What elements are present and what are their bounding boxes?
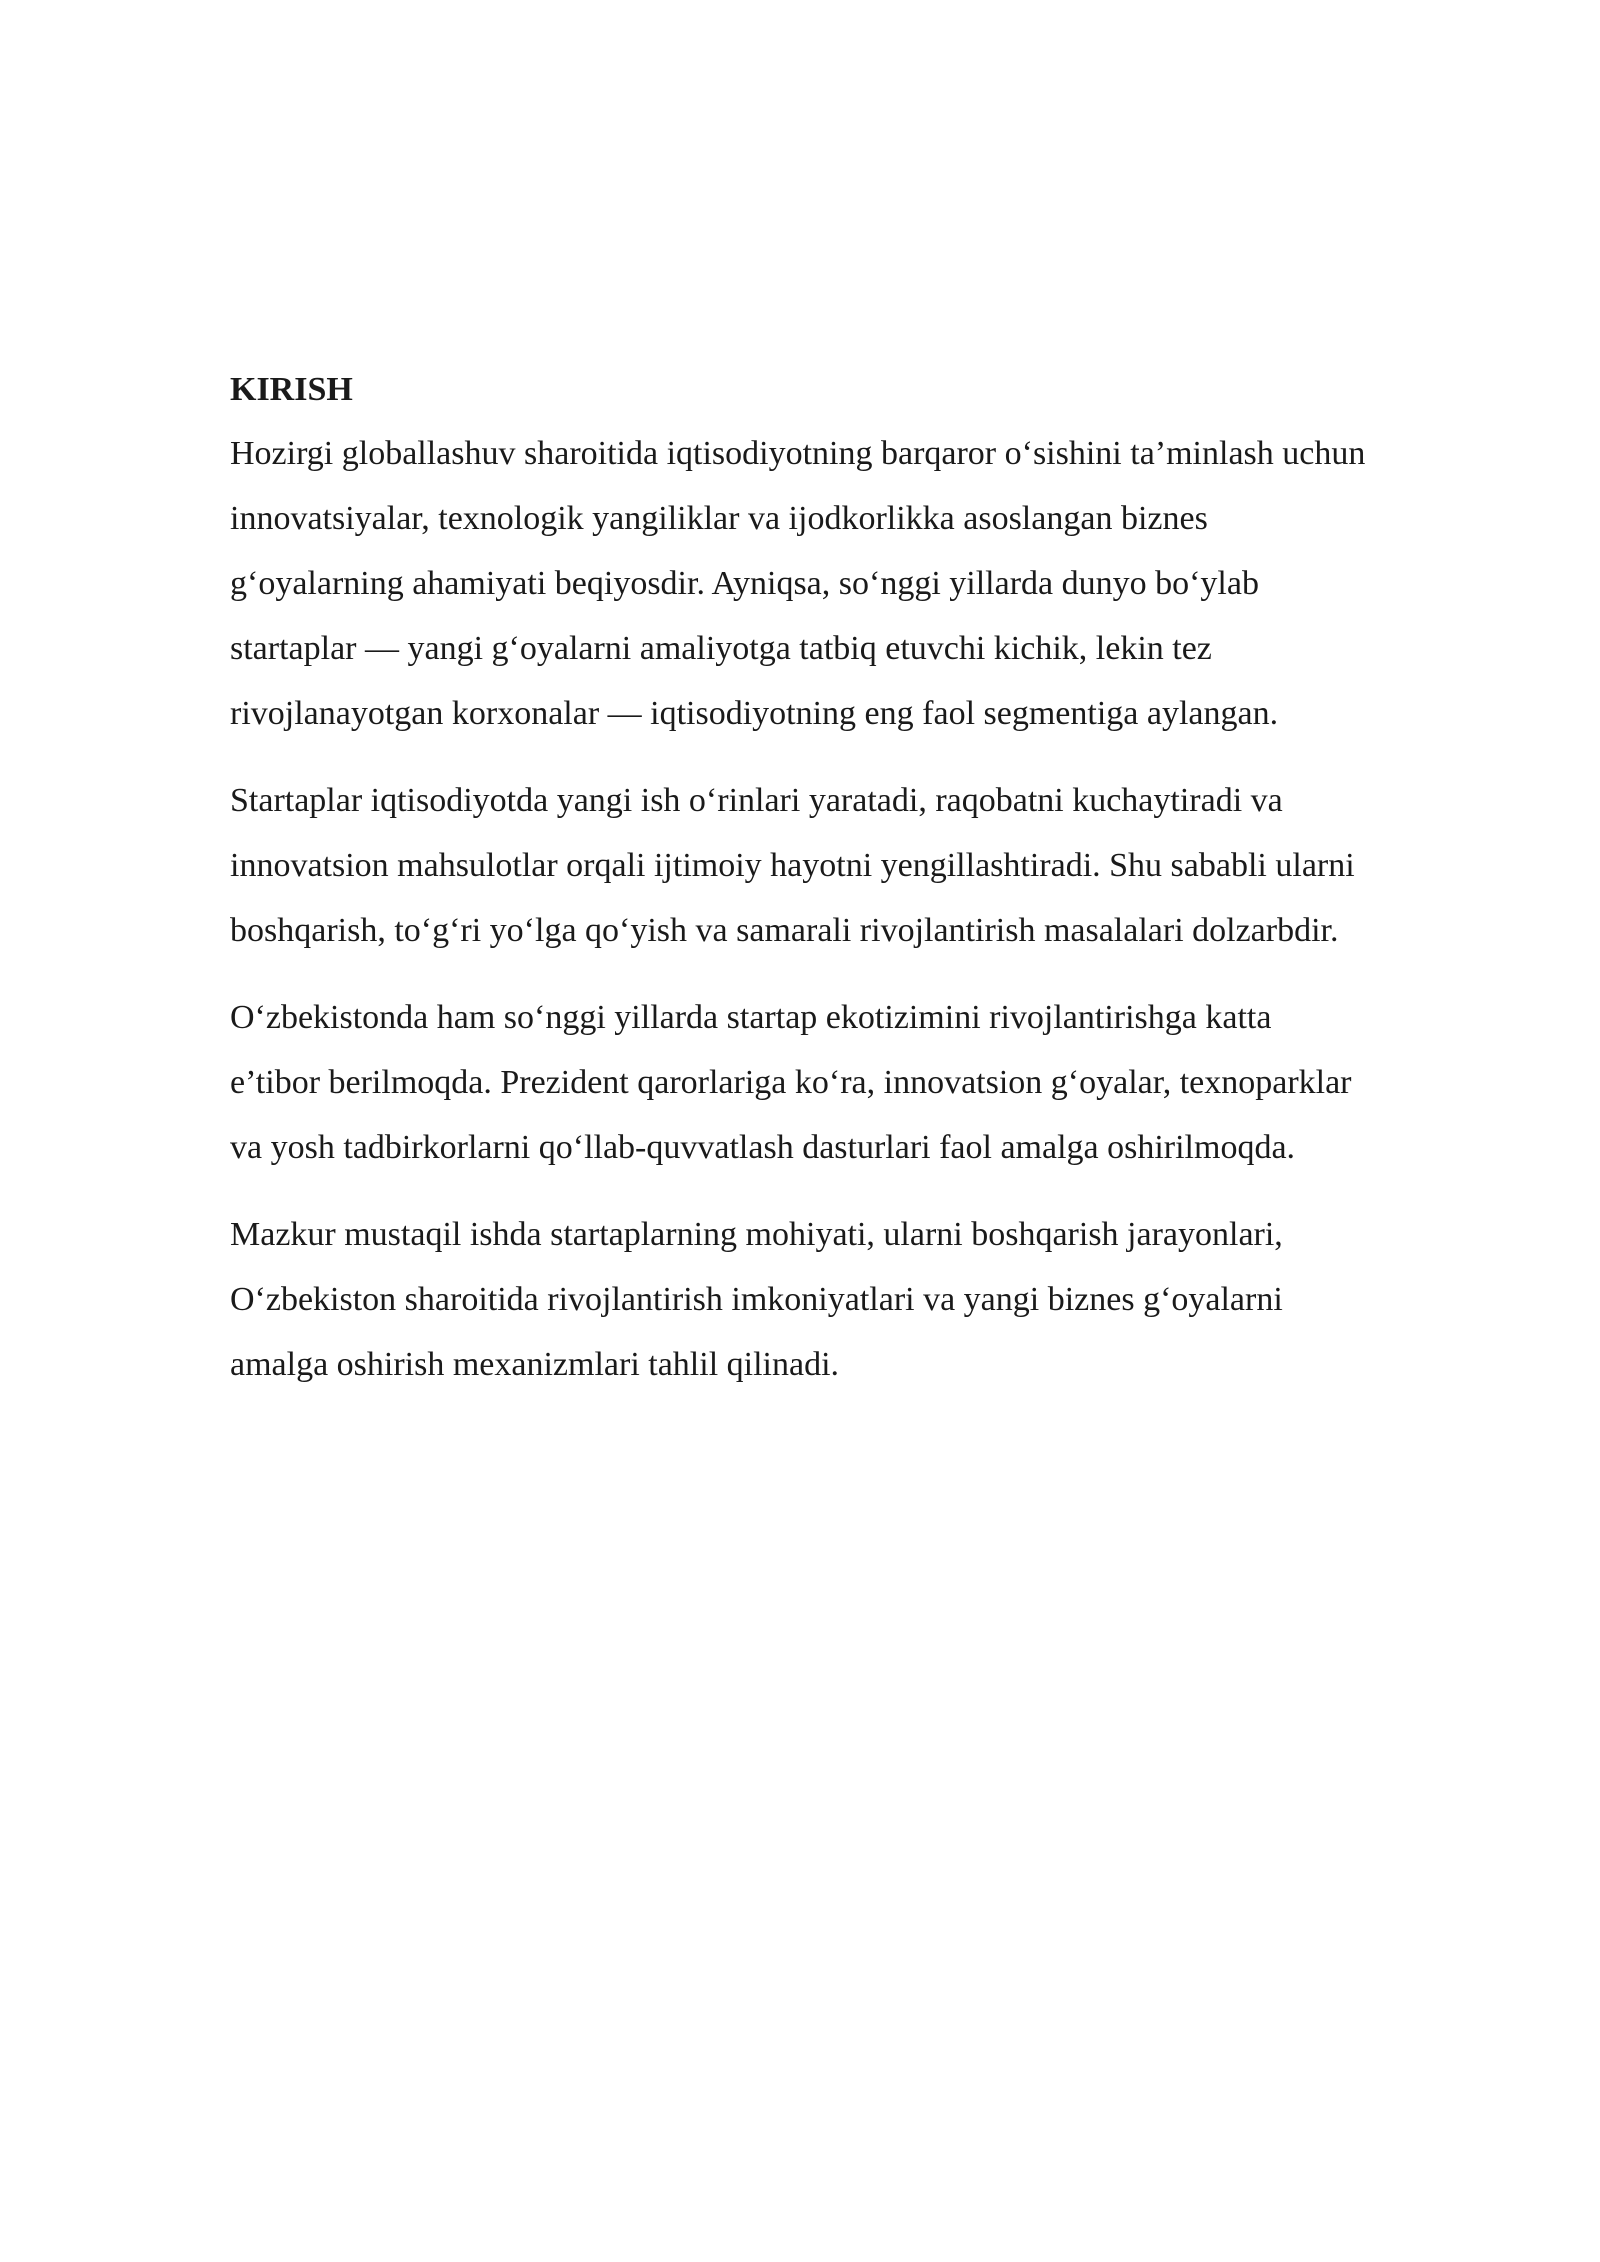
paragraph-line: amalga oshirish mexanizmlari tahlil qilinadi.	[230, 1346, 840, 1383]
document-body	[230, 366, 1530, 1419]
paragraph-line: boshqarish, to‘g‘ri yo‘lga qo‘yish va samarali rivojlantirish masalalari dolzarbdir.	[230, 912, 1339, 949]
paragraph-line: g‘oyalarning ahamiyati beqiyosdir. Ayniqsa, so‘nggi yillarda dunyo bo‘ylab	[230, 565, 1259, 602]
paragraph-line: rivojlanayotgan korxonalar — iqtisodiyotning eng faol segmentiga aylangan.	[230, 695, 1279, 732]
paragraph-line: Startaplar iqtisodiyotda yangi ish o‘rinlari yaratadi, raqobatni kuchaytiradi va	[230, 782, 1283, 819]
paragraph-line: O‘zbekiston sharoitida rivojlantirish imkoniyatlari va yangi biznes g‘oyalarni	[230, 1281, 1283, 1318]
paragraph-2	[230, 768, 1530, 963]
paragraph-line: innovatsion mahsulotlar orqali ijtimoiy hayotni yengillashtiradi. Shu sababli ularni	[230, 847, 1355, 884]
paragraph-line: Hozirgi globallashuv sharoitida iqtisodiyotning barqaror o‘sishini ta’minlash uchun	[230, 435, 1366, 472]
paragraph-line: startaplar — yangi g‘oyalarni amaliyotga tatbiq etuvchi kichik, lekin tez	[230, 630, 1212, 667]
paragraph-line: va yosh tadbirkorlarni qo‘llab-quvvatlash dasturlari faol amalga oshirilmoqda.	[230, 1129, 1296, 1166]
paragraph-line: O‘zbekistonda ham so‘nggi yillarda startap ekotizimini rivojlantirishga katta	[230, 999, 1272, 1036]
section-heading: KIRISH	[230, 371, 353, 408]
paragraph-line: innovatsiyalar, texnologik yangiliklar va ijodkorlikka asoslangan biznes	[230, 500, 1208, 537]
paragraph-line: e’tibor berilmoqda. Prezident qarorlariga ko‘ra, innovatsion g‘oyalar, texnoparklar	[230, 1064, 1352, 1101]
paragraph-4	[230, 1202, 1530, 1397]
paragraph-3	[230, 985, 1530, 1180]
paragraph-1	[230, 421, 1530, 746]
paragraph-line: Mazkur mustaqil ishda startaplarning mohiyati, ularni boshqarish jarayonlari,	[230, 1216, 1283, 1253]
